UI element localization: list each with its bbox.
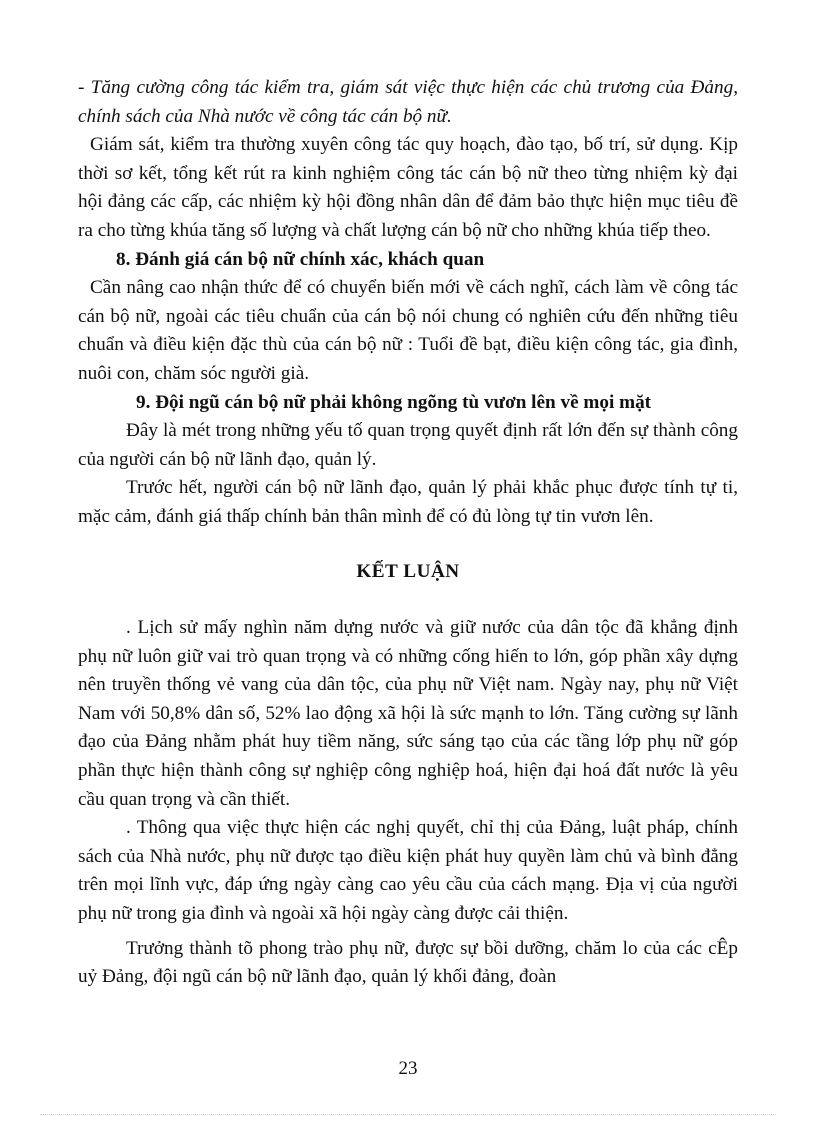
conclusion-paragraph-policy: . Thông qua việc thực hiện các nghị quyết, chỉ thị của Đảng, luật pháp, chính sách của Nhà nước, phụ nữ được tạo điều kiện phát huy quyền làm chủ và bình đẳng trên mọi lĩnh vực, đáp ứng ngày càng cao yêu cầu của cách mạng. Địa vị của người phụ nữ trong gia đình và ngoài xã hội ngày càng được cải thiện. bbox=[78, 817, 738, 925]
conclusion-paragraph-growth: Trưởng thành tõ phong trào phụ nữ, được sự bồi dưỡng, chăm lo của các cÊp uỷ Đảng, đội ngũ cán bộ nữ lãnh đạo, quản lý khối đảng, đoàn bbox=[78, 937, 738, 988]
paragraph-self-confidence: Trước hết, người cán bộ nữ lãnh đạo, quản lý phải khắc phục được tính tự ti, mặc cảm, đánh giá thấp chính bản thân mình để có đủ lòng tự tin vươn lên. bbox=[78, 477, 738, 527]
conclusion-title: KẾT LUẬN bbox=[356, 560, 460, 582]
paragraph-evaluation: Cần nâng cao nhận thức để có chuyển biến mới về cách nghĩ, cách làm về công tác cán bộ nữ, ngoài các tiêu chuẩn của cán bộ nói chung có nghiên cứu đến những tiêu chuẩn và điều kiện đặc thù của cán bộ nữ : Tuổi đề bạt, điều kiện công tác, gia đình, nuôi con, chăm sóc người già. bbox=[78, 277, 738, 384]
conclusion-paragraph-history: . Lịch sử mấy nghìn năm dựng nước và giữ nước của dân tộc đã khẳng định phụ nữ luôn giữ vai trò quan trọng và có những cống hiến to lớn, góp phần xây dựng nên truyền thống vẻ vang của dân tộc, của phụ nữ Việt nam. Ngày nay, phụ nữ Việt Nam với 50,8% dân số, 52% lao động xã hội là sức mạnh to lớn. Tăng cường sự lãnh đạo của Đảng nhằm phát huy tiềm năng, sức sáng tạo của các tầng lớp phụ nữ góp phần thực hiện thành công sự nghiệp công nghiệp hoá, hiện đại hoá đất nước là yêu cầu quan trọng và cần thiết. bbox=[78, 617, 738, 810]
section-heading-9: 9. Đội ngũ cán bộ nữ phải không ngõng tù vươn lên về mọi mặt bbox=[136, 391, 652, 413]
paragraph-supervision-detail: Giám sát, kiểm tra thường xuyên công tác quy hoạch, đào tạo, bố trí, sử dụng. Kịp thời sơ kết, tổng kết rút ra kinh nghiệm công tác cán bộ nữ theo từng nhiệm kỳ đại hội đảng các cấp, các nhiệm kỳ hội đồng nhân dân để đảm bảo thực hiện mục tiêu đề ra cho từng khúa tăng số lượng và chất lượng cán bộ nữ cho những khúa tiếp theo. bbox=[78, 134, 738, 241]
paragraph-key-factor: Đây là mét trong những yếu tố quan trọng quyết định rất lớn đến sự thành công của người cán bộ nữ lãnh đạo, quản lý. bbox=[78, 420, 738, 470]
page-bottom-divider bbox=[40, 1114, 776, 1115]
document-page bbox=[78, 74, 738, 992]
page-number: 23 bbox=[398, 1058, 418, 1079]
section-heading-8: 8. Đánh giá cán bộ nữ chính xác, khách quan bbox=[116, 248, 485, 270]
paragraph-supervision-directive: - Tăng cường công tác kiểm tra, giám sát việc thực hiện các chủ trương của Đảng, chính sách của Nhà nước về công tác cán bộ nữ. bbox=[78, 77, 738, 127]
